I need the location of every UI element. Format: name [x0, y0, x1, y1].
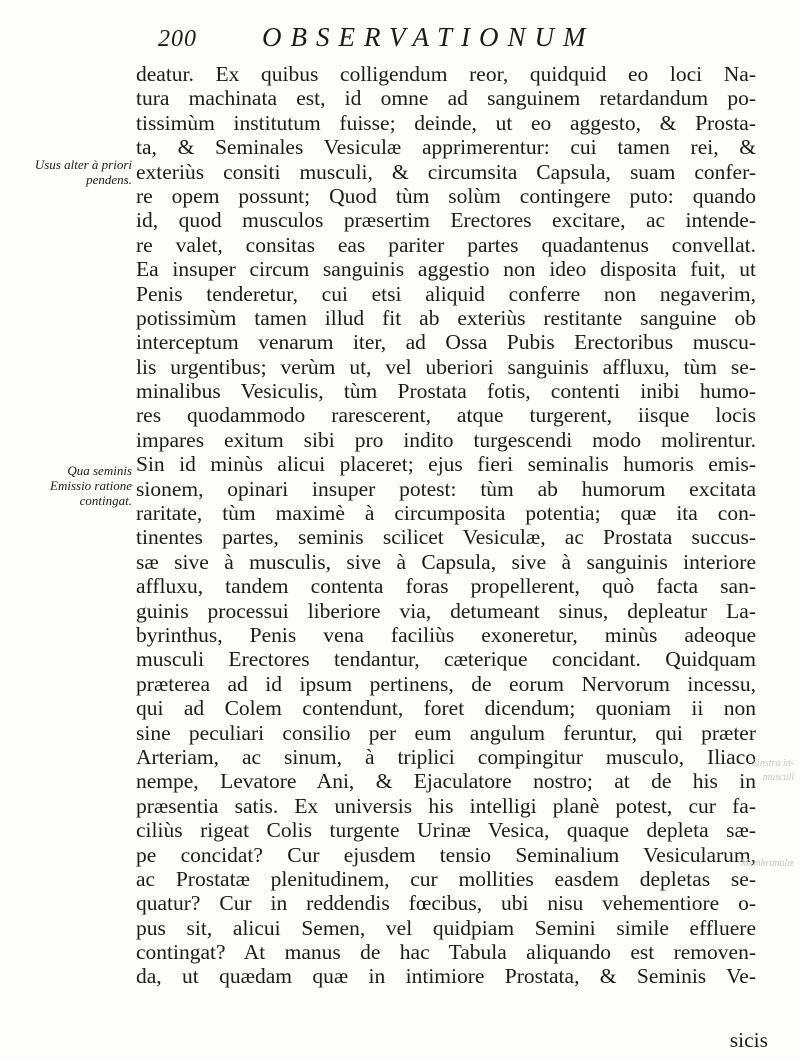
- text-line: minalibus Vesiculis, tùm Prostata fotis, contenti inibi humo-: [136, 379, 756, 404]
- text-line: quatur? Cur in reddendis fœcibus, ubi nisu vehementiore o-: [136, 891, 756, 916]
- text-line: sionem, opinari insuper potest: tùm ab humorum excitata: [136, 476, 756, 501]
- text-line: sæ sive à musculis, sive à Capsula, sive à sanguinis interiore: [136, 549, 756, 574]
- text-line: exteriùs consiti musculi, & circumsita Capsula, suam confer-: [136, 159, 756, 184]
- text-line: interceptum venarum iter, ad Ossa Pubis Erectoribus muscu-: [136, 330, 756, 355]
- text-line: da, ut quædam quæ in intimiore Prostata, & Seminis Ve-: [136, 964, 756, 989]
- text-line: byrinthus, Penis vena faciliùs exoneretur, minùs adeoque: [136, 622, 756, 647]
- text-line: ac Prostatæ plenitudinem, cur mollities easdem depletas se-: [136, 866, 756, 891]
- text-line: pus sit, alicui Semen, vel quidpiam Semini simile effluere: [136, 915, 756, 940]
- text-line: tinentes partes, seminis scilicet Vesiculæ, ac Prostata succus-: [136, 525, 756, 550]
- text-line: musculi Erectores tendantur, cæterique concidant. Quidquam: [136, 647, 756, 672]
- margin-note-usus: Usus alter à priori pendens.: [34, 157, 132, 187]
- bleed-through-text: Sinstra in-: [752, 758, 794, 769]
- running-head-title: OBSERVATIONUM: [262, 22, 595, 52]
- text-line: impares exitum sibi pro indito turgescendi modo molirentur.: [136, 427, 756, 452]
- text-line: sine peculiari consilio per eum angulum feruntur, qui præter: [136, 720, 756, 745]
- text-line: nempe, Levatore Ani, & Ejaculatore nostro; at de his in: [136, 769, 756, 794]
- text-line: tissimùm institutum fuisse; deinde, ut eo aggesto, & Prosta-: [136, 110, 756, 135]
- text-line: Arteriam, ac sinum, à triplici compingitur musculo, Iliaco: [136, 744, 756, 769]
- margin-note-seminis: Qua seminis Emissio ratione contingat.: [50, 463, 132, 508]
- text-line: lis urgentibus; verùm ut, vel uberiori sanguinis affluxu, tùm se-: [136, 354, 756, 379]
- text-line: ta, & Seminales Vesiculæ apprimerentur: cui tamen rei, &: [136, 135, 756, 160]
- text-line: re valet, consitas eas pariter partes quadantenus convellat.: [136, 232, 756, 257]
- text-line: tura machinata est, id omne ad sanguinem retardandum po-: [136, 86, 756, 111]
- text-line: potissimùm tamen illud fit ab exteriùs restitante sanguine ob: [136, 305, 756, 330]
- text-line: res quodammodo rarescerent, atque turgerent, iisque locis: [136, 403, 756, 428]
- page-number: 200: [158, 26, 197, 52]
- bleed-through-text: musculi: [762, 772, 794, 783]
- text-line: guinis processui liberiore via, detumeant sinus, depleatur La-: [136, 598, 756, 623]
- text-line: raritate, tùm maximè à circumposita potentia; quæ ita con-: [136, 501, 756, 526]
- text-line: præterea ad id ipsum pertinens, de eorum Nervorum incessu,: [136, 671, 756, 696]
- text-line: Ea insuper circum sanguinis aggestio non ideo disposita fuit, ut: [136, 257, 756, 282]
- text-line: Penis tenderetur, cui etsi aliquid conferre non negaverim,: [136, 281, 756, 306]
- running-head: [150, 22, 780, 56]
- text-line: id, quod musculos præsertim Erectores excitare, ac intende-: [136, 208, 756, 233]
- text-line: affluxu, tandem contenta foras propellerent, quò facta san-: [136, 574, 756, 599]
- text-line: qui ad Colem contendunt, foret dicendum; quoniam ii non: [136, 696, 756, 721]
- body-text: [136, 62, 756, 989]
- text-line: Sin id minùs alicui placeret; ejus fieri seminalis humoris emis-: [136, 452, 756, 477]
- text-line: deatur. Ex quibus colligendum reor, quidquid eo loci Na-: [136, 62, 756, 86]
- text-line: præsentia satis. Ex universis his intelligi planè potest, cur fa-: [136, 793, 756, 818]
- text-line: ciliùs rigeat Colis turgente Urinæ Vesica, quaque depleta sæ-: [136, 818, 756, 843]
- catchword: sicis: [729, 1028, 768, 1052]
- text-line: contingat? At manus de hac Tabula aliquando est removen-: [136, 940, 756, 965]
- text-line: re opem possunt; Quod tùm solùm contingere puto: quando: [136, 183, 756, 208]
- text-line: pe concidat? Cur ejusdem tensio Seminalium Vesicularum,: [136, 842, 756, 867]
- bleed-through-text: Membranulæ: [740, 858, 794, 869]
